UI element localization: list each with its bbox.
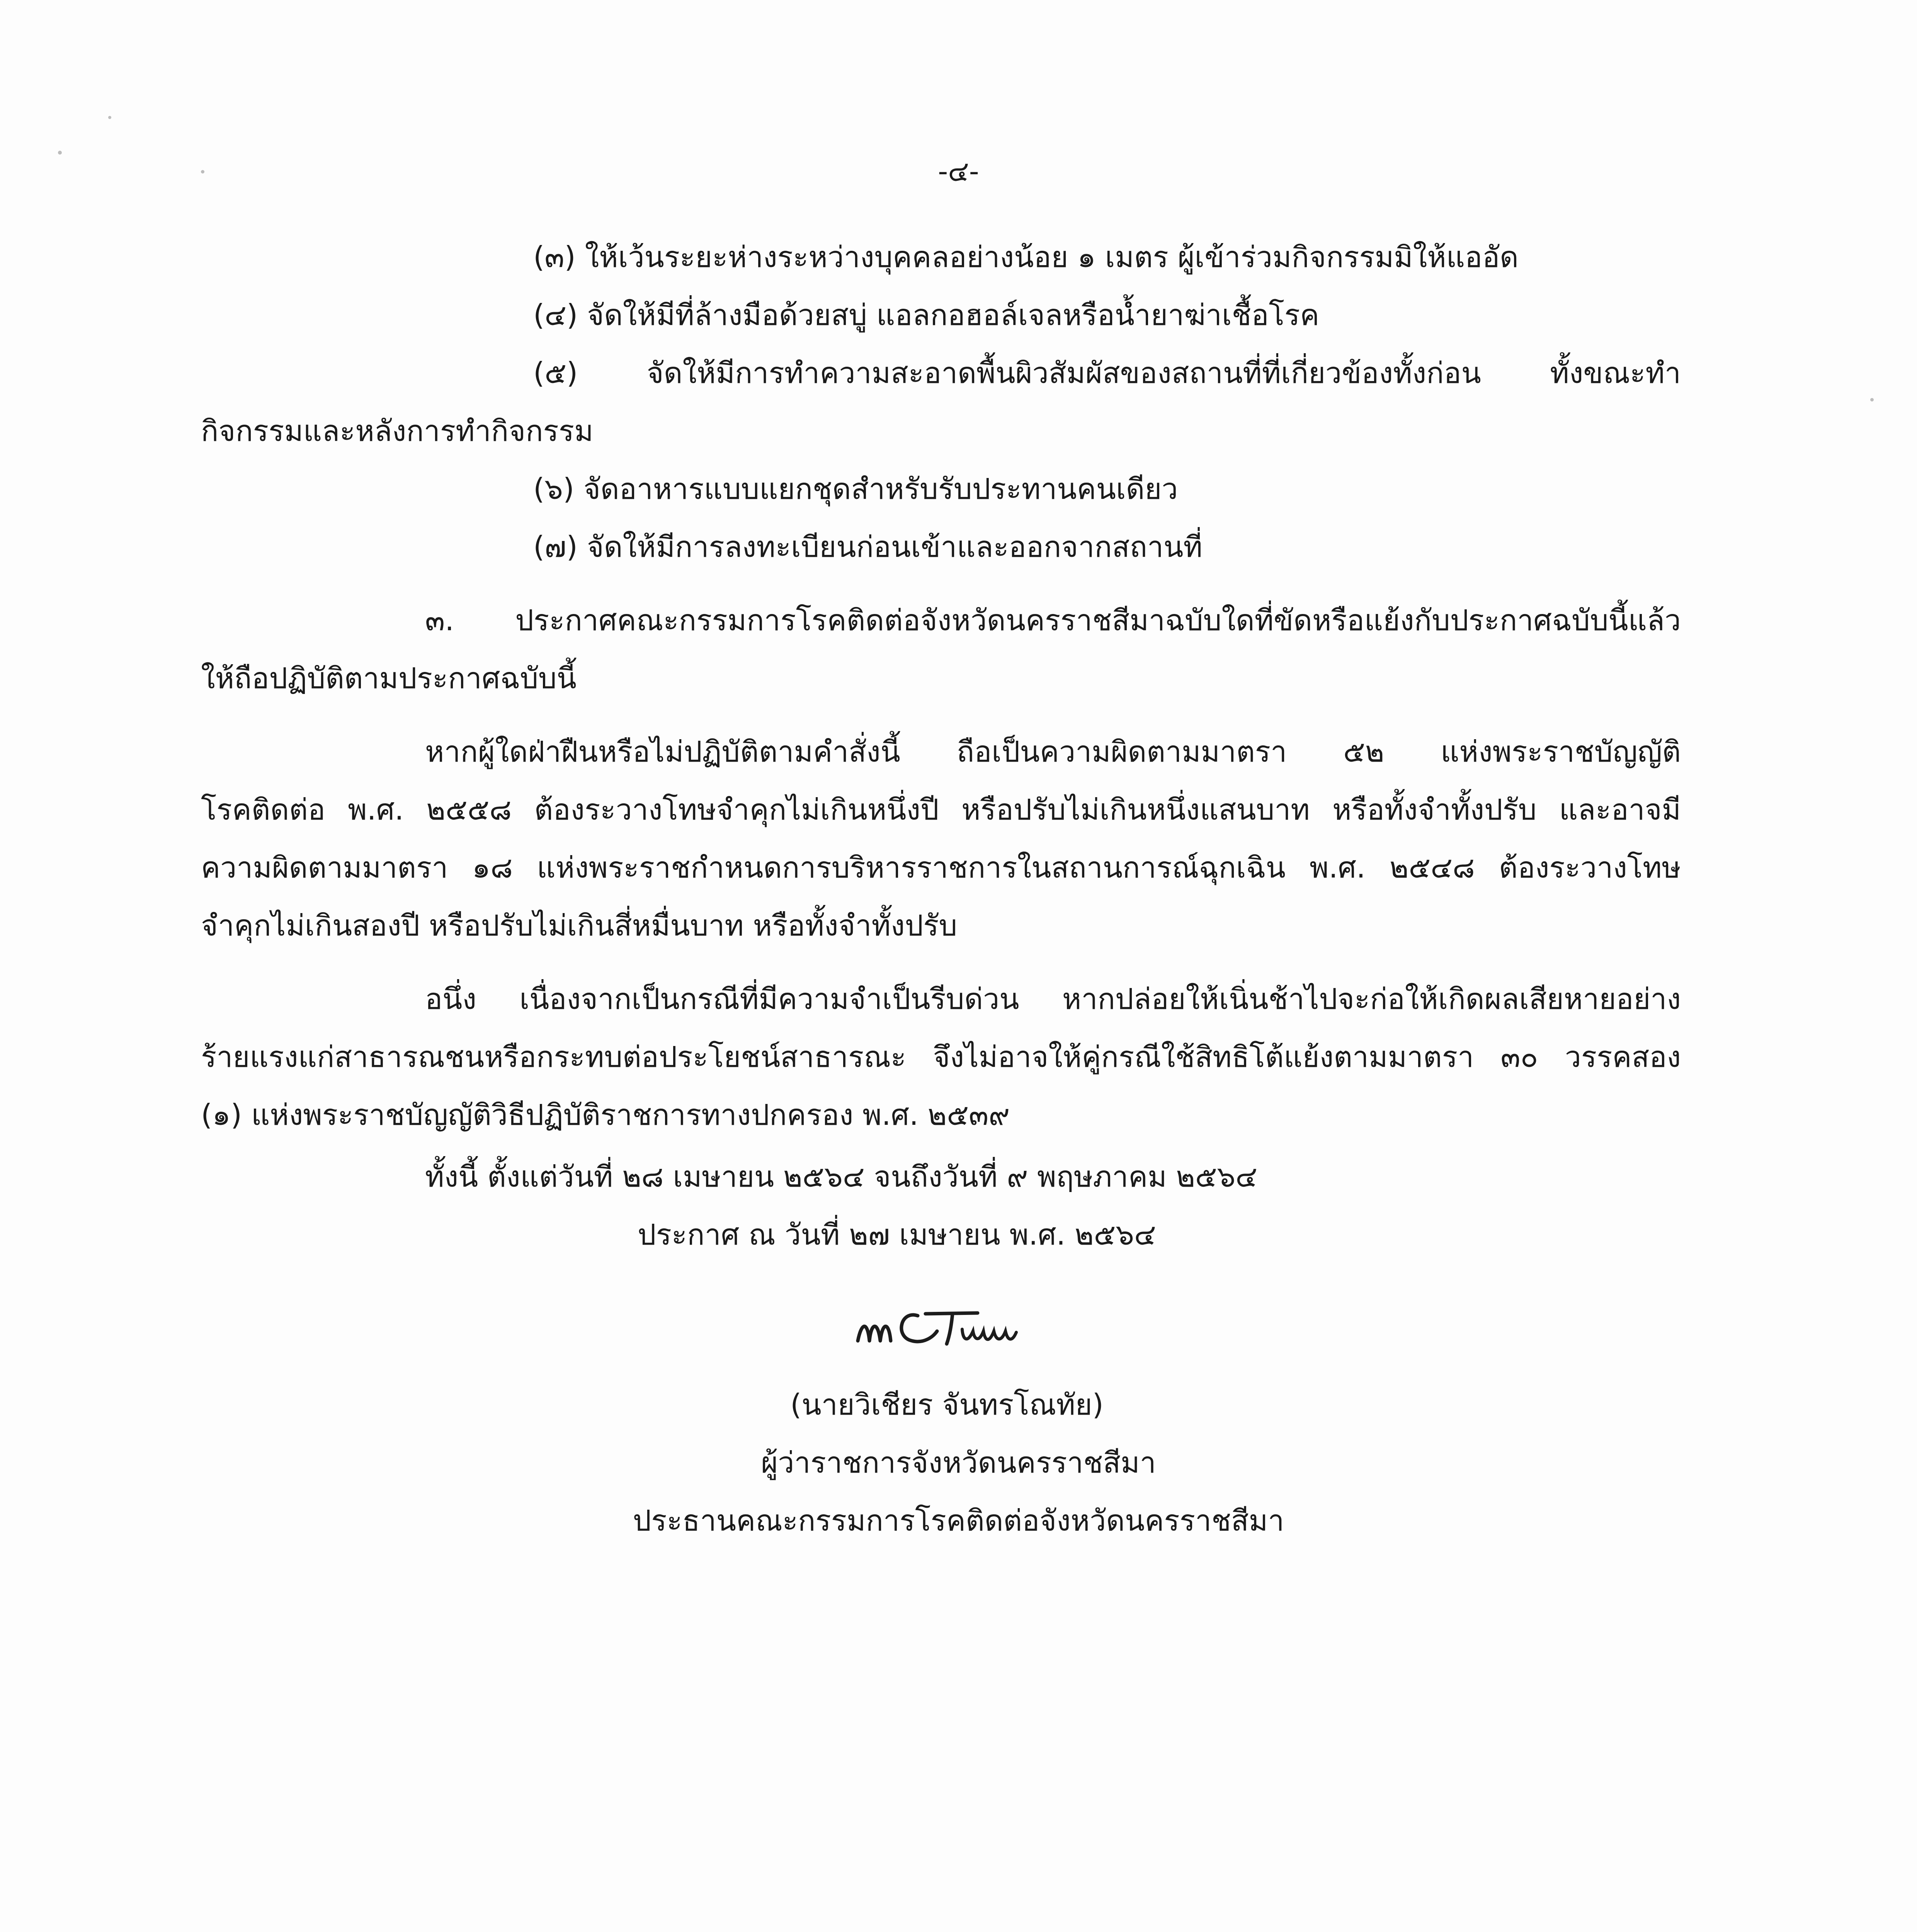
measure-item-5: (๕) จัดให้มีการทำความสะอาดพื้นผิวสัมผัสของสถานที่ที่เกี่ยวข้องทั้งก่อน ทั้งขณะทำ — [533, 356, 1681, 390]
penalty-line-1: หากผู้ใดฝ่าฝืนหรือไม่ปฏิบัติตามคำสั่งนี้ ถือเป็นความผิดตามมาตรา ๕๒ แห่งพระราชบัญญัติ — [425, 735, 1681, 769]
measure-item-5-continued: กิจกรรมและหลังการทำกิจกรรม — [201, 414, 594, 448]
effective-period: ทั้งนี้ ตั้งแต่วันที่ ๒๘ เมษายน ๒๕๖๔ จนถึงวันที่ ๙ พฤษภาคม ๒๕๖๔ — [425, 1160, 1257, 1194]
measure-item-3: (๓) ให้เว้นระยะห่างระหว่างบุคคลอย่างน้อย ๑ เมตร ผู้เข้าร่วมกิจกรรมมิให้แออัด — [533, 240, 1519, 274]
urgency-line-2: ร้ายแรงแก่สาธารณชนหรือกระทบต่อประโยชน์สาธารณะ จึงไม่อาจให้คู่กรณีใช้สิทธิโต้แย้งตามมาตรา ๓๐ วรรคสอง — [201, 1040, 1681, 1074]
signer-block — [0, 1376, 1917, 1549]
signer-name: (นายวิเชียร จันทรโณทัย) — [790, 1388, 1104, 1422]
signer-position: ผู้ว่าราชการจังหวัดนครราชสีมา — [761, 1446, 1156, 1480]
measure-item-7: (๗) จัดให้มีการลงทะเบียนก่อนเข้าและออกจากสถานที่ — [533, 530, 1203, 564]
clause-3-line-1: ๓. ประกาศคณะกรรมการโรคติดต่อจังหวัดนครราชสีมาฉบับใดที่ขัดหรือแย้งกับประกาศฉบับนี้แล้ว — [425, 603, 1681, 637]
measure-item-6: (๖) จัดอาหารแบบแยกชุดสำหรับรับประทานคนเดียว — [533, 472, 1178, 506]
scan-speck — [1870, 398, 1874, 401]
penalty-line-2: โรคติดต่อ พ.ศ. ๒๕๕๘ ต้องระวางโทษจำคุกไม่เกินหนึ่งปี หรือปรับไม่เกินหนึ่งแสนบาท หรือทั้งจำทั้งปรับ และอาจมี — [201, 793, 1681, 827]
penalty-line-3: ความผิดตามมาตรา ๑๘ แห่งพระราชกำหนดการบริหารราชการในสถานการณ์ฉุกเฉิน พ.ศ. ๒๕๔๘ ต้องระวางโทษ — [201, 850, 1681, 884]
scan-speck — [108, 116, 111, 119]
measure-item-4: (๔) จัดให้มีที่ล้างมือด้วยสบู่ แอลกอฮอล์เจลหรือน้ำยาฆ่าเชื้อโรค — [533, 298, 1320, 332]
page-number: -๔- — [938, 155, 979, 187]
signer-role: ประธานคณะกรรมการโรคติดต่อจังหวัดนครราชสีมา — [633, 1503, 1284, 1537]
urgency-line-1: อนึ่ง เนื่องจากเป็นกรณีที่มีความจำเป็นรีบด่วน หากปล่อยให้เนิ่นช้าไปจะก่อให้เกิดผลเสียหายอย่าง — [425, 982, 1681, 1016]
urgency-line-3: (๑) แห่งพระราชบัญญัติวิธีปฏิบัติราชการทางปกครอง พ.ศ. ๒๕๓๙ — [201, 1098, 1010, 1132]
announcement-date: ประกาศ ณ วันที่ ๒๗ เมษายน พ.ศ. ๒๕๖๔ — [638, 1218, 1156, 1252]
announcement-body — [201, 228, 1681, 1264]
handwritten-signature — [850, 1298, 1043, 1352]
clause-3-line-2: ให้ถือปฏิบัติตามประกาศฉบับนี้ — [201, 661, 577, 695]
penalty-line-4: จำคุกไม่เกินสองปี หรือปรับไม่เกินสี่หมื่นบาท หรือทั้งจำทั้งปรับ — [201, 908, 958, 942]
